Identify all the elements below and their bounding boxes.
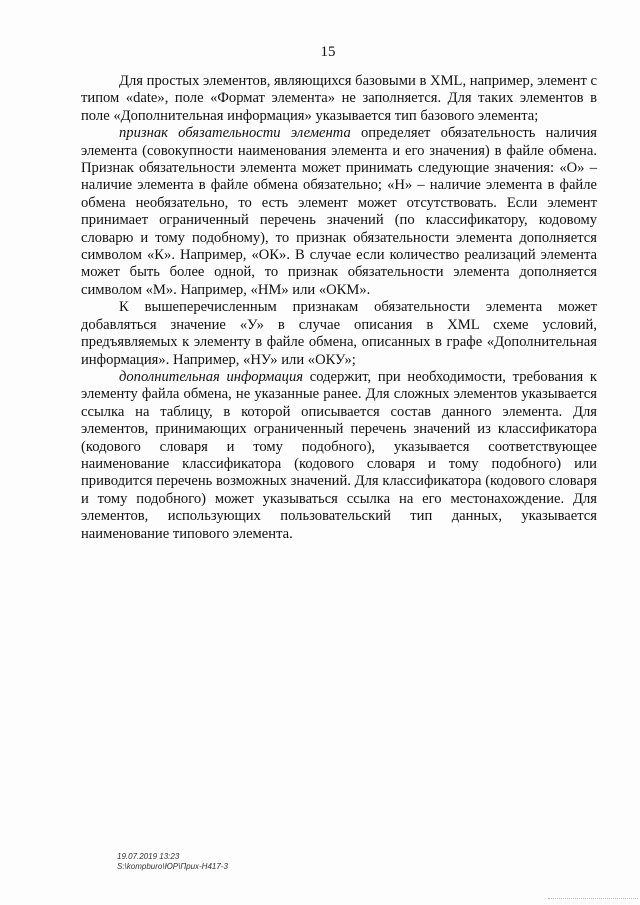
paragraph-3: [81, 299, 597, 369]
paragraph-1: [81, 73, 597, 125]
page-number: 15: [320, 44, 336, 60]
paragraph-4-term: дополнительная информация: [119, 368, 304, 385]
paragraph-1-text: Для простых элементов, являющихся базовыми в XML, например, элемент с типом «date», поле «Формат элемента» не заполняется. Для таких элементов в поле «Дополнительная информация» указывается тип базового элемента;: [81, 73, 597, 124]
document-footer: [117, 852, 228, 872]
paragraph-4-text: содержит, при необходимости, требования к элементу файла обмена, не указанные ранее. Для сложных элементов указывается ссылка на таблицу, в которой описывается состав данного элемента. Для элементов, принимающих ограниченный перечень значений из классификатора (кодового словаря и тому подобного), указывается соответствующее наименование классификатора (кодового словаря и тому подобного) или приводится перечень возможных значений. Для классификатора (кодового словаря и тому подобного) может указываться ссылка на его местонахождение. Для элементов, использующих пользовательский тип данных, указывается наименование типового элемента.: [81, 368, 597, 542]
paragraph-2: [81, 125, 597, 299]
scan-edge-mark: [548, 896, 638, 899]
paragraph-2-term: признак обязательности элемента: [119, 125, 351, 142]
paragraph-4: [81, 369, 597, 543]
paragraph-3-text: К вышеперечисленным признакам обязательности элемента может добавляться значение «У» в случае описания в XML схеме условий, предъявляемых к элементу в файле обмена, описанных в графе «Дополнительная информация». Например, «НУ» или «ОКУ»;: [81, 299, 597, 368]
paragraph-2-text: определяет обязательность наличия элемента (совокупности наименования элемента и его значения) в файле обмена. Признак обязательности элемента может принимать следующие значения: «О» – наличие элемента в файле обмена обязательно; «Н» – наличие элемента в файле обмена необязательно, то есть элемент может отсутствовать. Если элемент принимает ограниченный перечень значений (по классификатору, кодовому словарю и тому подобному), то признак обязательности элемента дополняется символом «К». Например, «ОК». В случае если количество реализаций элемента может быть более одной, то признак обязательности элемента дополняется символом «М». Например, «НМ» или «ОКМ».: [81, 125, 597, 298]
footer-timestamp: 19.07.2019 13:23: [117, 852, 180, 861]
footer-file-path: S:\kompburo\ЮР\Приx-Н417-3: [117, 862, 228, 871]
document-body: [81, 73, 597, 543]
